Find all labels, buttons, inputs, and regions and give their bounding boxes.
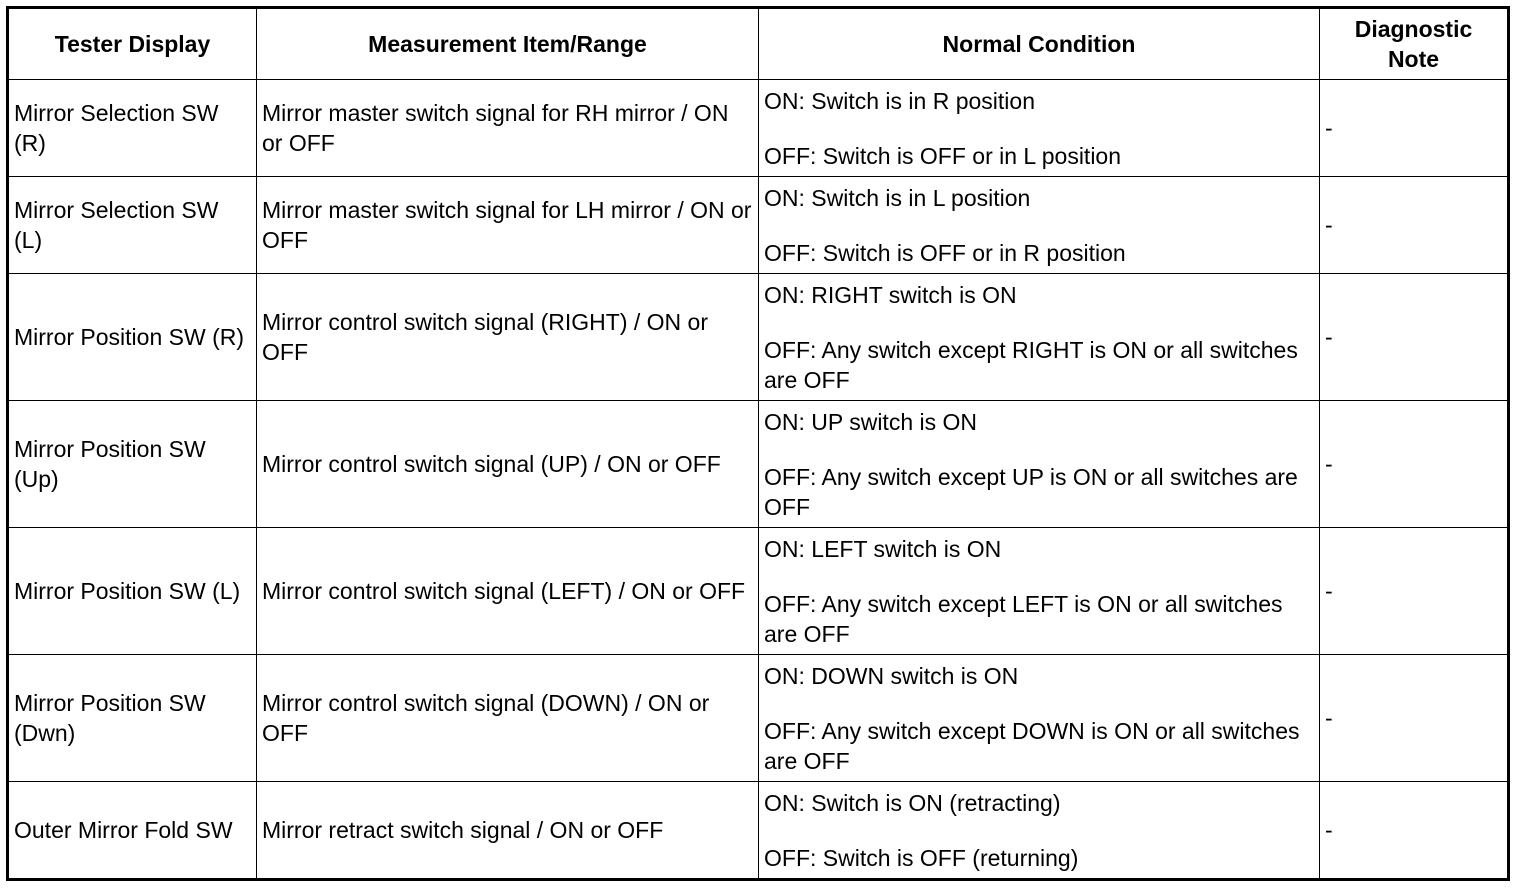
cell-normal-condition <box>759 274 1320 401</box>
cell-diagnostic-note: - <box>1320 655 1509 782</box>
table-body <box>8 80 1509 880</box>
header-tester-display: Tester Display <box>8 8 257 80</box>
condition-on: ON: RIGHT switch is ON <box>764 281 1017 308</box>
header-measurement: Measurement Item/Range <box>257 8 759 80</box>
cell-diagnostic-note: - <box>1320 274 1509 401</box>
condition-off: OFF: Switch is OFF or in L position <box>764 142 1122 169</box>
cell-normal-condition <box>759 80 1320 177</box>
table-row <box>8 655 1509 782</box>
cell-normal-condition <box>759 401 1320 528</box>
cell-tester-display: Mirror Position SW (R) <box>8 274 257 401</box>
header-diagnostic-note-line2: Note <box>1387 46 1440 72</box>
cell-measurement: Mirror retract switch signal / ON or OFF <box>257 782 759 880</box>
data-list-table <box>6 6 1510 881</box>
table-header <box>8 8 1509 80</box>
cell-measurement: Mirror control switch signal (LEFT) / ON or OFF <box>257 528 759 655</box>
header-diagnostic-note <box>1320 8 1509 80</box>
cell-tester-display: Mirror Position SW (L) <box>8 528 257 655</box>
cell-normal-condition <box>759 782 1320 880</box>
cell-normal-condition <box>759 528 1320 655</box>
cell-tester-display: Mirror Selection SW (L) <box>8 177 257 274</box>
condition-off: OFF: Switch is OFF or in R position <box>764 239 1126 266</box>
cell-diagnostic-note: - <box>1320 528 1509 655</box>
table-row <box>8 177 1509 274</box>
condition-off: OFF: Any switch except LEFT is ON or all switches are OFF <box>764 590 1283 647</box>
cell-tester-display: Mirror Position SW (Up) <box>8 401 257 528</box>
condition-on: ON: Switch is ON (retracting) <box>764 789 1061 816</box>
header-normal-condition: Normal Condition <box>759 8 1320 80</box>
condition-off: OFF: Any switch except UP is ON or all switches are OFF <box>764 463 1298 520</box>
cell-tester-display: Mirror Selection SW (R) <box>8 80 257 177</box>
cell-tester-display: Mirror Position SW (Dwn) <box>8 655 257 782</box>
condition-off: OFF: Switch is OFF (returning) <box>764 844 1079 871</box>
table-row <box>8 80 1509 177</box>
cell-tester-display: Outer Mirror Fold SW <box>8 782 257 880</box>
header-diagnostic-note-line1: Diagnostic <box>1354 16 1473 42</box>
cell-normal-condition <box>759 177 1320 274</box>
condition-on: ON: UP switch is ON <box>764 408 977 435</box>
cell-diagnostic-note: - <box>1320 177 1509 274</box>
table-row <box>8 274 1509 401</box>
table-row <box>8 528 1509 655</box>
condition-off: OFF: Any switch except RIGHT is ON or all switches are OFF <box>764 336 1298 393</box>
cell-measurement: Mirror master switch signal for LH mirror / ON or OFF <box>257 177 759 274</box>
cell-diagnostic-note: - <box>1320 80 1509 177</box>
cell-diagnostic-note: - <box>1320 401 1509 528</box>
cell-measurement: Mirror master switch signal for RH mirror / ON or OFF <box>257 80 759 177</box>
table-row <box>8 401 1509 528</box>
cell-diagnostic-note: - <box>1320 782 1509 880</box>
condition-on: ON: LEFT switch is ON <box>764 535 1002 562</box>
condition-on: ON: Switch is in R position <box>764 87 1035 114</box>
cell-measurement: Mirror control switch signal (UP) / ON or OFF <box>257 401 759 528</box>
table-row <box>8 782 1509 880</box>
condition-on: ON: DOWN switch is ON <box>764 662 1019 689</box>
condition-on: ON: Switch is in L position <box>764 184 1031 211</box>
cell-measurement: Mirror control switch signal (DOWN) / ON or OFF <box>257 655 759 782</box>
cell-normal-condition <box>759 655 1320 782</box>
header-row <box>8 8 1509 80</box>
condition-off: OFF: Any switch except DOWN is ON or all switches are OFF <box>764 717 1300 774</box>
cell-measurement: Mirror control switch signal (RIGHT) / ON or OFF <box>257 274 759 401</box>
